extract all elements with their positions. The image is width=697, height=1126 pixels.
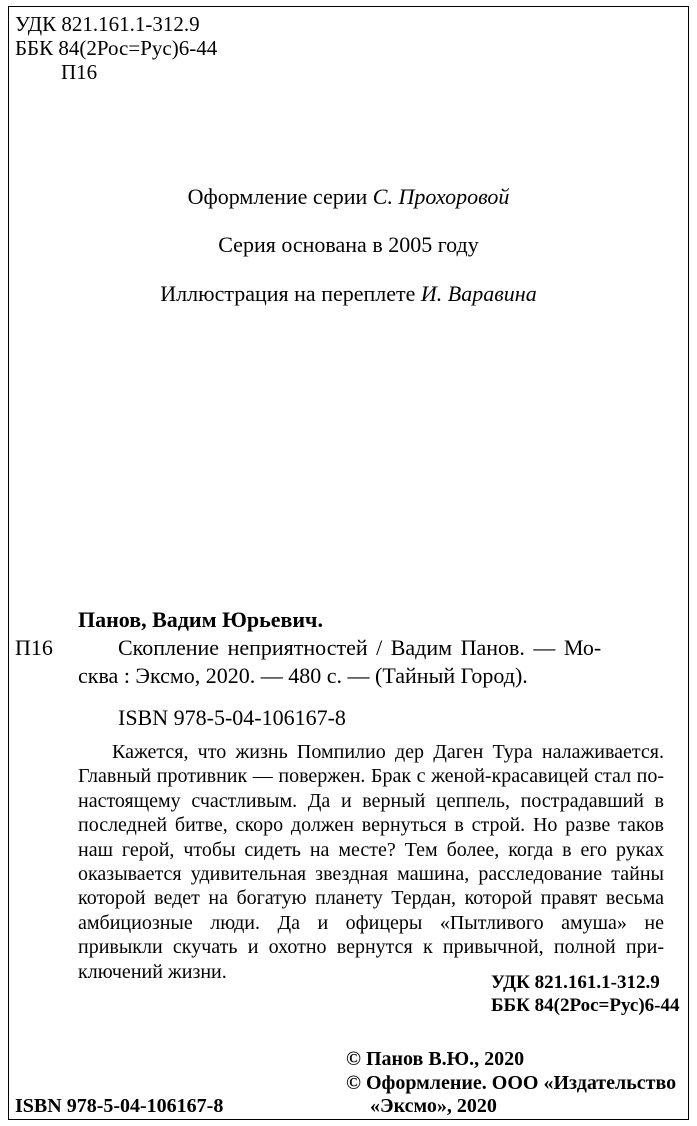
bbk-code: ББК 84(2Рос=Рус)6-44 <box>15 36 218 60</box>
annotation-text: Кажется, что жизнь Помпилио дер Даген Тура налаживается. Главный противник — повержен. Брак с женой-красавицей стал по-настоящему счастливым. Да и верный цеппель, пострадавший в последней битве, скоро должен вернуться в строй. Но разве таков наш герой, чтобы сидеть на месте? Тем более, когда в его руках оказывается удивительная звездная машина, расследование тайны которой ведет на богатую планету Тердан, которой правят весьма амбициозные люди. Да и офицеры «Пытливого амуша» не привыкли скучать и охотно вернутся к привычной, полной приключений жизни. <box>78 741 664 983</box>
illustration-credit <box>0 280 697 308</box>
series-design-credit <box>0 183 697 211</box>
udk-code: УДК 821.161.1-312.9 <box>15 12 200 36</box>
catalog-description-text1: Скопление неприятностей / Вадим Панов. — Мо- <box>118 635 602 660</box>
series-design-name: С. Прохоровой <box>372 184 510 209</box>
copyright-design-line1: © Оформление. ООО «Издательство <box>346 1072 677 1094</box>
catalog-isbn: ISBN 978-5-04-106167-8 <box>118 705 346 730</box>
catalog-description-line2: сква : Эксмо, 2020. — 480 с. — (Тайный Город). <box>78 663 528 688</box>
catalog-description-line1 <box>118 634 664 662</box>
author-mark: П16 <box>61 60 98 84</box>
series-design-label: Оформление серии <box>187 184 373 209</box>
copyright-author: © Панов В.Ю., 2020 <box>346 1048 525 1070</box>
catalog-mark: П16 <box>15 635 53 660</box>
series-founded: Серия основана в 2005 году <box>218 232 479 257</box>
annotation-udk: УДК 821.161.1-312.9 <box>491 972 660 993</box>
illustration-name: И. Варавина <box>420 281 537 306</box>
copyright-design-line2: «Эксмо», 2020 <box>370 1095 497 1117</box>
footer-isbn: ISBN 978-5-04-106167-8 <box>15 1095 224 1117</box>
illustration-label: Иллюстрация на переплете <box>160 281 421 306</box>
catalog-author: Панов, Вадим Юрьевич. <box>78 607 323 632</box>
annotation-bbk: ББК 84(2Рос=Рус)6-44 <box>491 995 680 1016</box>
